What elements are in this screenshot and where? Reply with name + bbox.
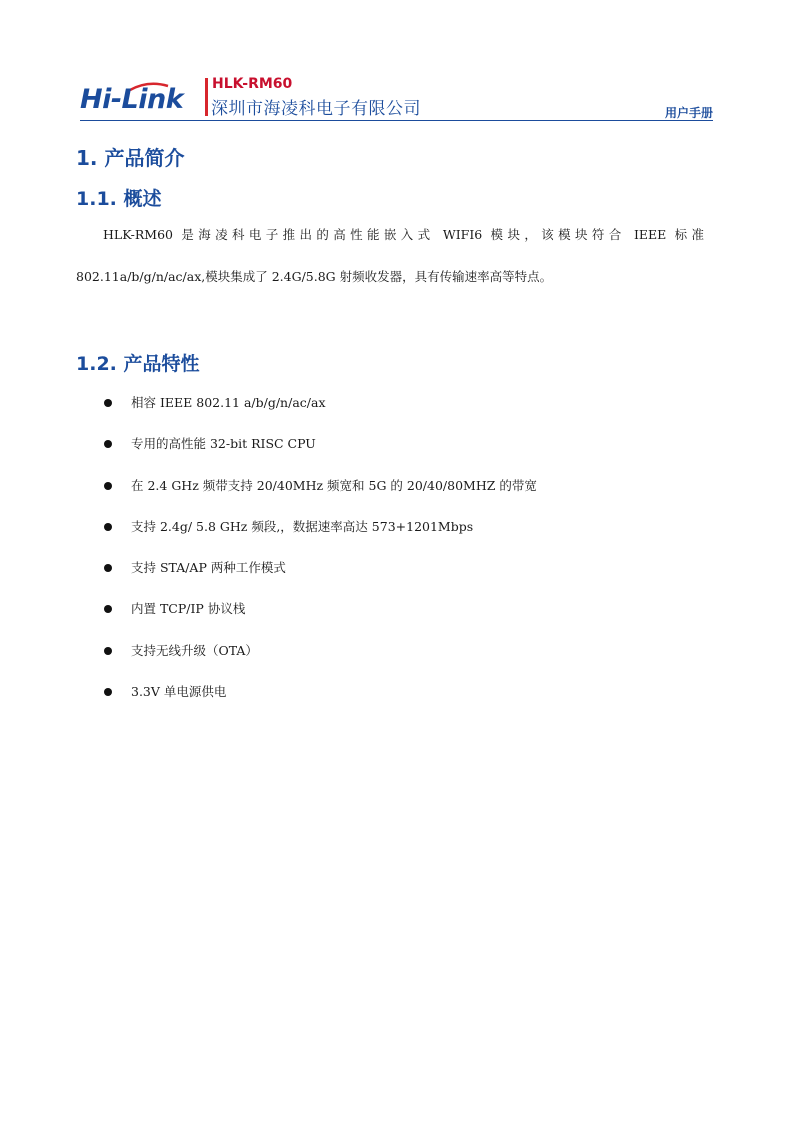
list-item bbox=[100, 433, 537, 474]
section-title-overview: 1.1. 概述 bbox=[76, 188, 162, 210]
bullet-icon bbox=[104, 688, 112, 696]
bullet-icon bbox=[104, 564, 112, 572]
model-name: HLK-RM60 bbox=[212, 76, 293, 92]
company-name: 深圳市海凌科电子有限公司 bbox=[211, 99, 421, 119]
feature-text: 支持 2.4g/ 5.8 GHz 频段,，数据速率高达 573+1201Mbps bbox=[131, 518, 474, 534]
section-title-product-intro: 1. 产品简介 bbox=[76, 146, 185, 170]
bullet-icon bbox=[104, 523, 112, 531]
feature-list bbox=[100, 392, 537, 722]
overview-paragraph bbox=[76, 214, 704, 298]
list-item bbox=[100, 640, 537, 681]
manual-label: 用户手册 bbox=[664, 106, 713, 120]
feature-text: 支持 STA/AP 两种工作模式 bbox=[131, 560, 286, 576]
list-item bbox=[100, 557, 537, 598]
overview-line-2: 802.11a/b/g/n/ac/ax,模块集成了 2.4G/5.8G 射频收发器，具有传输速率高等特点。 bbox=[76, 269, 553, 284]
feature-text: 在 2.4 GHz 频带支持 20/40MHz 频宽和 5G 的 20/40/80MHZ 的带宽 bbox=[131, 477, 537, 493]
header-divider bbox=[205, 78, 208, 116]
feature-text: 支持无线升级（OTA） bbox=[131, 642, 258, 658]
logo-text: Hi-Link bbox=[80, 84, 184, 115]
feature-text: 3.3V 单电源供电 bbox=[131, 684, 227, 700]
list-item bbox=[100, 516, 537, 557]
bullet-icon bbox=[104, 482, 112, 490]
section-title-features: 1.2. 产品特性 bbox=[76, 353, 200, 375]
hi-link-logo bbox=[80, 76, 210, 120]
feature-text: 相容 IEEE 802.11 a/b/g/n/ac/ax bbox=[131, 395, 326, 410]
bullet-icon bbox=[104, 647, 112, 655]
bullet-icon bbox=[104, 440, 112, 448]
bullet-icon bbox=[104, 605, 112, 613]
list-item bbox=[100, 392, 537, 433]
list-item bbox=[100, 475, 537, 516]
list-item bbox=[100, 681, 537, 722]
feature-text: 内置 TCP/IP 协议栈 bbox=[131, 601, 246, 617]
page-header bbox=[80, 76, 713, 122]
bullet-icon bbox=[104, 399, 112, 407]
list-item bbox=[100, 598, 537, 639]
overview-line-1: HLK-RM60 是海凌科电子推出的高性能嵌入式 WIFI6 模块，该模块符合 IEEE 标准 bbox=[103, 227, 704, 242]
feature-text: 专用的高性能 32-bit RISC CPU bbox=[131, 436, 316, 452]
header-rule bbox=[80, 120, 713, 121]
